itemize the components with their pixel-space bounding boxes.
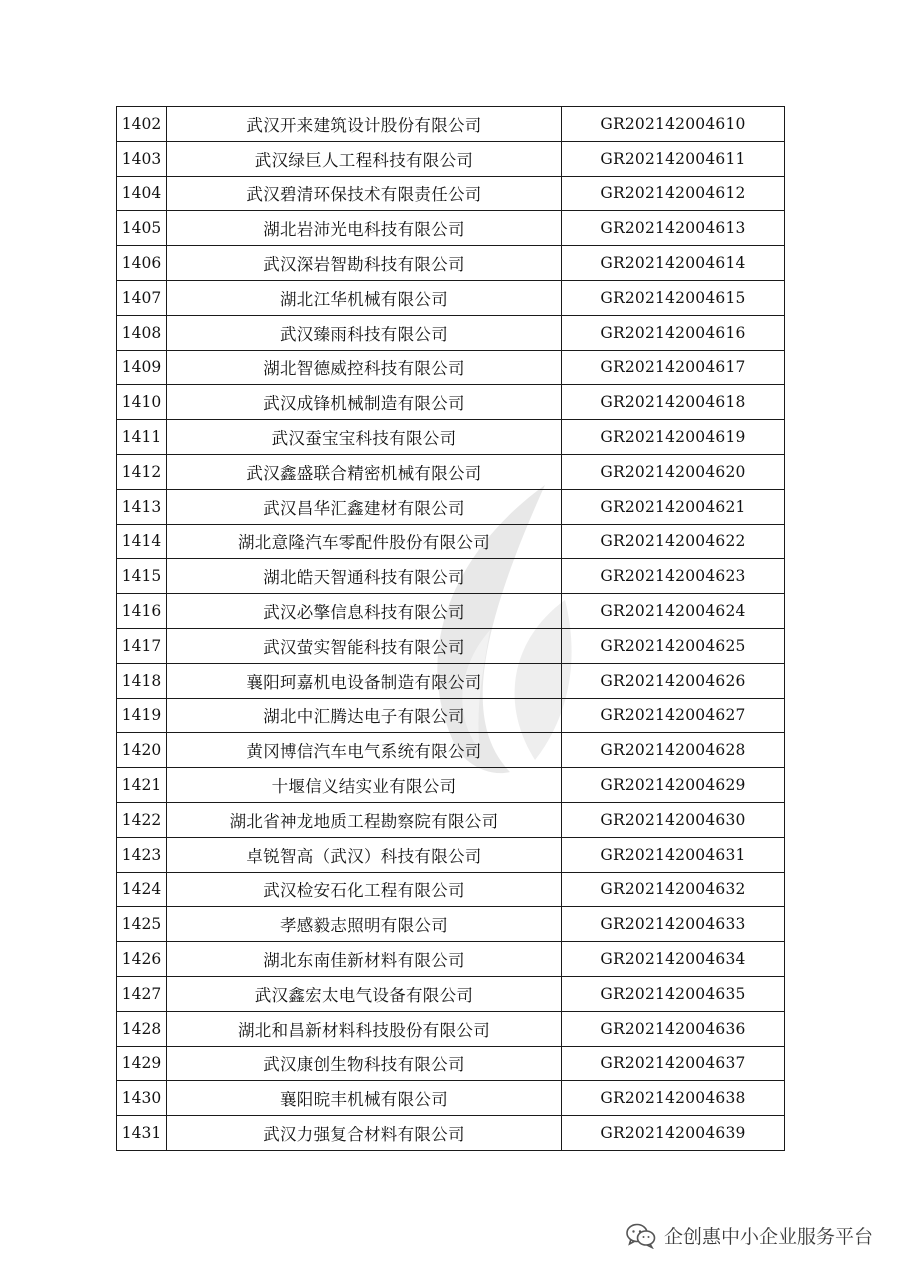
certificate-code: GR202142004626 xyxy=(562,663,785,698)
company-name: 孝感毅志照明有限公司 xyxy=(167,907,562,942)
company-name: 武汉必擎信息科技有限公司 xyxy=(167,594,562,629)
table-row xyxy=(117,141,785,176)
company-name: 卓锐智高（武汉）科技有限公司 xyxy=(167,837,562,872)
company-name: 襄阳晥丰机械有限公司 xyxy=(167,1081,562,1116)
certificate-code: GR202142004611 xyxy=(562,141,785,176)
table-row xyxy=(117,420,785,455)
row-number: 1428 xyxy=(117,1011,167,1046)
row-number: 1419 xyxy=(117,698,167,733)
company-name: 湖北岩沛光电科技有限公司 xyxy=(167,211,562,246)
table-row xyxy=(117,1116,785,1151)
row-number: 1414 xyxy=(117,524,167,559)
row-number: 1426 xyxy=(117,942,167,977)
certificate-code: GR202142004632 xyxy=(562,872,785,907)
certificate-code: GR202142004615 xyxy=(562,280,785,315)
certificate-code: GR202142004639 xyxy=(562,1116,785,1151)
certificate-code: GR202142004622 xyxy=(562,524,785,559)
certificate-code: GR202142004633 xyxy=(562,907,785,942)
row-number: 1425 xyxy=(117,907,167,942)
row-number: 1411 xyxy=(117,420,167,455)
table-row xyxy=(117,1011,785,1046)
row-number: 1410 xyxy=(117,385,167,420)
row-number: 1412 xyxy=(117,454,167,489)
table-row xyxy=(117,663,785,698)
table-row xyxy=(117,559,785,594)
table-row xyxy=(117,907,785,942)
table-row xyxy=(117,176,785,211)
company-name: 武汉检安石化工程有限公司 xyxy=(167,872,562,907)
company-name: 武汉成锋机械制造有限公司 xyxy=(167,385,562,420)
certificate-code: GR202142004623 xyxy=(562,559,785,594)
company-name: 黄冈博信汽车电气系统有限公司 xyxy=(167,733,562,768)
certificate-code: GR202142004610 xyxy=(562,107,785,142)
certificate-code: GR202142004636 xyxy=(562,1011,785,1046)
certificate-code: GR202142004628 xyxy=(562,733,785,768)
footer-watermark xyxy=(626,1222,873,1249)
row-number: 1404 xyxy=(117,176,167,211)
row-number: 1420 xyxy=(117,733,167,768)
table-row xyxy=(117,733,785,768)
certificate-code: GR202142004635 xyxy=(562,976,785,1011)
row-number: 1408 xyxy=(117,315,167,350)
company-name: 武汉鑫盛联合精密机械有限公司 xyxy=(167,454,562,489)
certificate-code: GR202142004618 xyxy=(562,385,785,420)
certificate-code: GR202142004624 xyxy=(562,594,785,629)
table-row xyxy=(117,280,785,315)
table-row xyxy=(117,698,785,733)
table-row xyxy=(117,524,785,559)
table-row xyxy=(117,489,785,524)
table-row xyxy=(117,628,785,663)
certificate-code: GR202142004634 xyxy=(562,942,785,977)
company-name: 武汉碧清环保技术有限责任公司 xyxy=(167,176,562,211)
row-number: 1418 xyxy=(117,663,167,698)
row-number: 1406 xyxy=(117,246,167,281)
company-name: 武汉力强复合材料有限公司 xyxy=(167,1116,562,1151)
row-number: 1423 xyxy=(117,837,167,872)
company-name: 武汉臻雨科技有限公司 xyxy=(167,315,562,350)
row-number: 1405 xyxy=(117,211,167,246)
company-name: 武汉昌华汇鑫建材有限公司 xyxy=(167,489,562,524)
row-number: 1416 xyxy=(117,594,167,629)
row-number: 1427 xyxy=(117,976,167,1011)
company-name: 武汉蚕宝宝科技有限公司 xyxy=(167,420,562,455)
certificate-code: GR202142004617 xyxy=(562,350,785,385)
table-row xyxy=(117,872,785,907)
certificate-code: GR202142004612 xyxy=(562,176,785,211)
certificate-code: GR202142004627 xyxy=(562,698,785,733)
certificate-code: GR202142004619 xyxy=(562,420,785,455)
company-name: 湖北皓天智通科技有限公司 xyxy=(167,559,562,594)
row-number: 1403 xyxy=(117,141,167,176)
company-name: 湖北东南佳新材料有限公司 xyxy=(167,942,562,977)
certificate-code: GR202142004621 xyxy=(562,489,785,524)
row-number: 1429 xyxy=(117,1046,167,1081)
company-name: 湖北江华机械有限公司 xyxy=(167,280,562,315)
row-number: 1415 xyxy=(117,559,167,594)
table-row xyxy=(117,246,785,281)
row-number: 1409 xyxy=(117,350,167,385)
table-row xyxy=(117,454,785,489)
table-row xyxy=(117,107,785,142)
enterprise-table xyxy=(116,106,785,1151)
row-number: 1417 xyxy=(117,628,167,663)
row-number: 1431 xyxy=(117,1116,167,1151)
company-name: 武汉绿巨人工程科技有限公司 xyxy=(167,141,562,176)
row-number: 1402 xyxy=(117,107,167,142)
table-row xyxy=(117,976,785,1011)
certificate-code: GR202142004630 xyxy=(562,802,785,837)
company-name: 湖北中汇腾达电子有限公司 xyxy=(167,698,562,733)
company-name: 武汉萤实智能科技有限公司 xyxy=(167,628,562,663)
table-row xyxy=(117,837,785,872)
certificate-code: GR202142004620 xyxy=(562,454,785,489)
company-name: 湖北省神龙地质工程勘察院有限公司 xyxy=(167,802,562,837)
company-name: 十堰信义结实业有限公司 xyxy=(167,768,562,803)
company-name: 武汉康创生物科技有限公司 xyxy=(167,1046,562,1081)
row-number: 1422 xyxy=(117,802,167,837)
certificate-code: GR202142004631 xyxy=(562,837,785,872)
certificate-code: GR202142004613 xyxy=(562,211,785,246)
certificate-code: GR202142004629 xyxy=(562,768,785,803)
company-name: 武汉鑫宏太电气设备有限公司 xyxy=(167,976,562,1011)
table-row xyxy=(117,942,785,977)
company-name: 武汉开来建筑设计股份有限公司 xyxy=(167,107,562,142)
certificate-code: GR202142004614 xyxy=(562,246,785,281)
company-name: 湖北意隆汽车零配件股份有限公司 xyxy=(167,524,562,559)
certificate-code: GR202142004625 xyxy=(562,628,785,663)
row-number: 1413 xyxy=(117,489,167,524)
wechat-icon xyxy=(626,1223,656,1249)
footer-account-name: 企创惠中小企业服务平台 xyxy=(663,1226,873,1248)
company-name: 襄阳珂嘉机电设备制造有限公司 xyxy=(167,663,562,698)
table-row xyxy=(117,594,785,629)
table-row xyxy=(117,315,785,350)
company-name: 湖北和昌新材料科技股份有限公司 xyxy=(167,1011,562,1046)
company-name: 湖北智德威控科技有限公司 xyxy=(167,350,562,385)
certificate-code: GR202142004616 xyxy=(562,315,785,350)
table-body xyxy=(117,107,785,1151)
certificate-code: GR202142004638 xyxy=(562,1081,785,1116)
row-number: 1424 xyxy=(117,872,167,907)
row-number: 1407 xyxy=(117,280,167,315)
row-number: 1421 xyxy=(117,768,167,803)
table-row xyxy=(117,768,785,803)
row-number: 1430 xyxy=(117,1081,167,1116)
table-row xyxy=(117,211,785,246)
table-row xyxy=(117,385,785,420)
certificate-code: GR202142004637 xyxy=(562,1046,785,1081)
company-name: 武汉深岩智勘科技有限公司 xyxy=(167,246,562,281)
table-row xyxy=(117,1046,785,1081)
table-row xyxy=(117,350,785,385)
table-row xyxy=(117,802,785,837)
table-row xyxy=(117,1081,785,1116)
